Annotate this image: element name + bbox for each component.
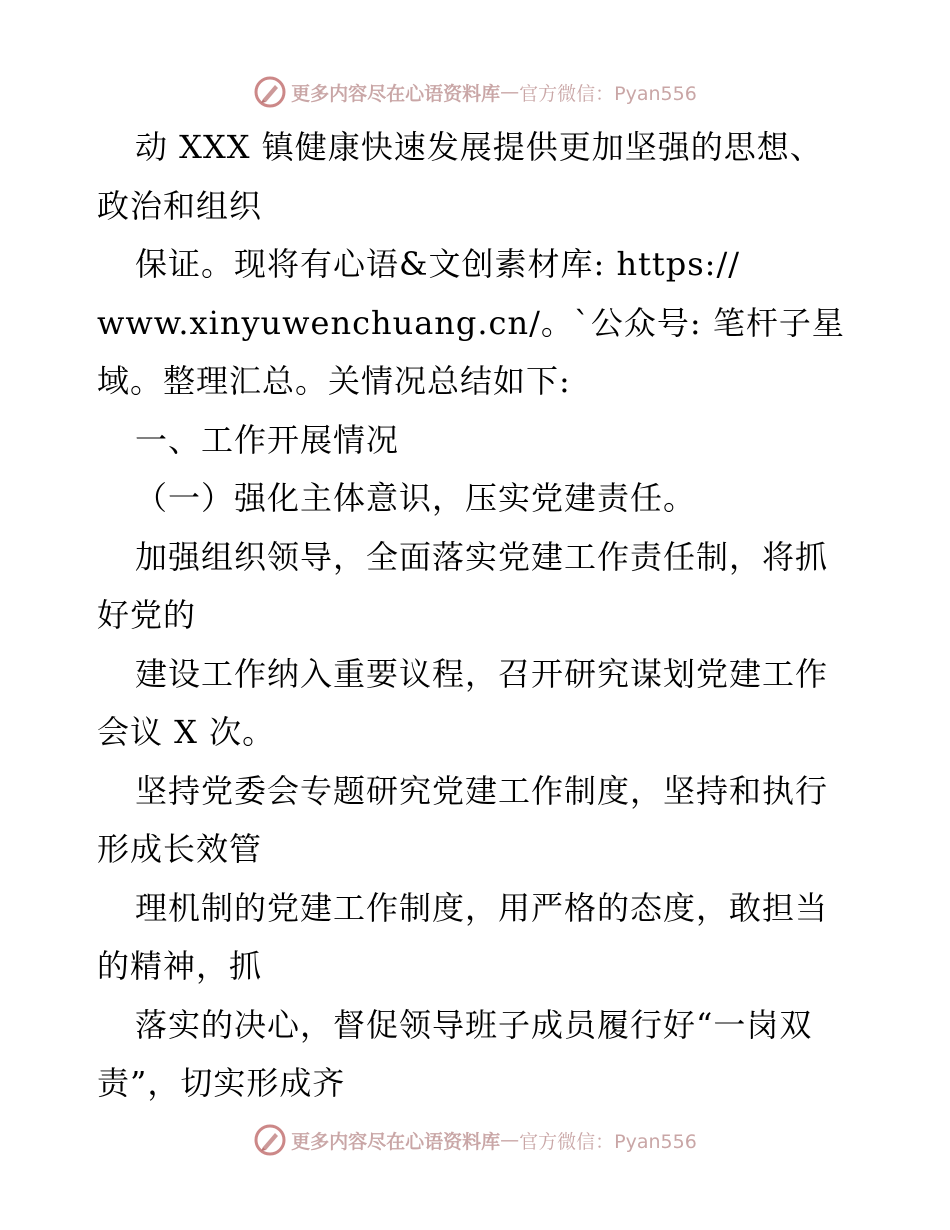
body-text-line: 会议 X 次。 — [97, 713, 276, 751]
body-text-line: （一）强化主体意识，压实党建责任。 — [135, 479, 697, 517]
banner-separator: — — [500, 1129, 520, 1151]
footer-watermark-banner — [0, 1120, 950, 1160]
header-watermark-banner — [0, 72, 950, 112]
body-text-line: 建设工作纳入重要议程，召开研究谋划党建工作 — [135, 654, 829, 693]
body-text-line: 落实的决心，督促领导班子成员履行好“一岗双 — [135, 1005, 813, 1044]
body-text-line: 保证。现将有心语&文创素材库: https:// — [135, 245, 741, 283]
body-text-line: 的精神，抓 — [97, 947, 263, 985]
body-text-line: 理机制的党建工作制度，用严格的态度，敢担当 — [135, 888, 829, 927]
body-text-line: 坚持党委会专题研究党建工作制度，坚持和执行 — [135, 771, 829, 810]
pen-logo-icon — [253, 1123, 287, 1157]
banner-account-text: 官方微信：Pyan556 — [519, 82, 697, 105]
pen-logo-icon — [253, 75, 287, 109]
body-text-line: 形成长效管 — [97, 830, 263, 868]
body-text-line: www.xinyuwenchuang.cn/。`公众号: 笔杆子星 — [97, 303, 845, 342]
body-text-line: 责”，切实形成齐 — [97, 1064, 346, 1102]
body-text-line: 一、工作开展情况 — [135, 420, 400, 459]
banner-main-text: 更多内容尽在心语资料库 — [291, 1130, 501, 1153]
banner-account-text: 官方微信：Pyan556 — [519, 1130, 697, 1153]
body-text-line: 政治和组织 — [97, 186, 263, 225]
body-text-line: 动 XXX 镇健康快速发展提供更加坚强的思想、 — [135, 128, 823, 166]
body-text-line: 好党的 — [97, 596, 197, 634]
banner-main-text: 更多内容尽在心语资料库 — [291, 82, 501, 105]
body-text-line: 域。整理汇总。关情况总结如下: — [97, 362, 571, 400]
document-body — [97, 118, 867, 1113]
banner-separator: — — [500, 81, 520, 103]
body-text-line: 加强组织领导，全面落实党建工作责任制，将抓 — [135, 537, 829, 576]
